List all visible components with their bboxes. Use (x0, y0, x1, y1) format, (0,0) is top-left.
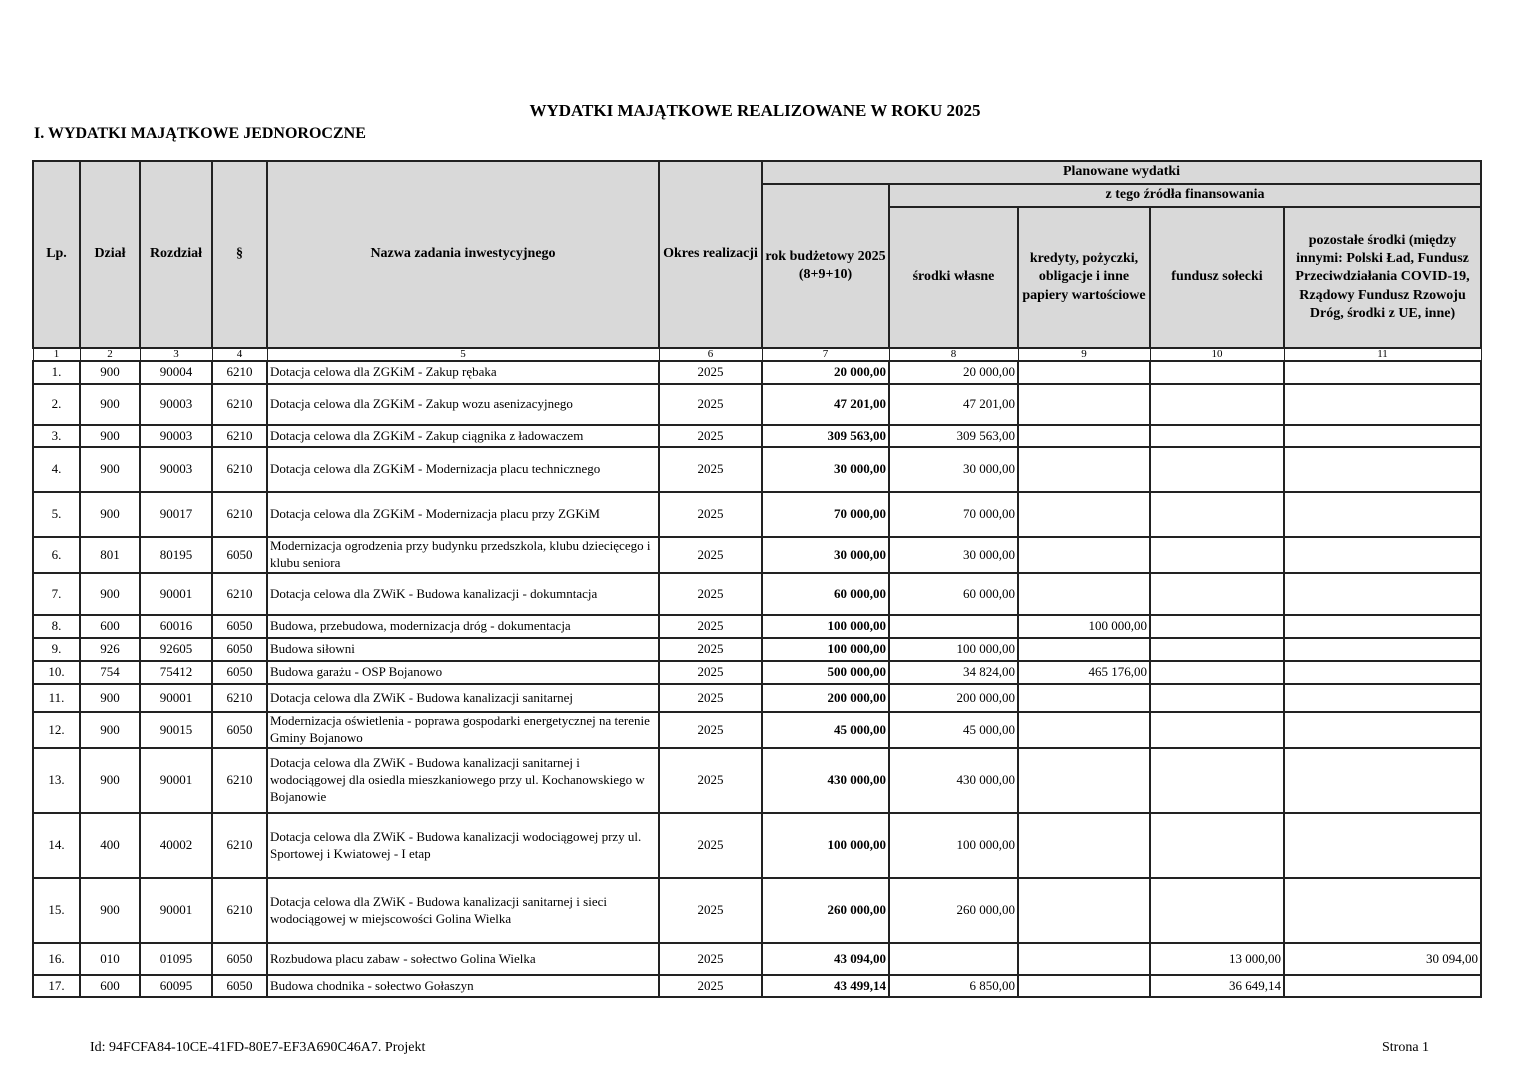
row-rok-budzetowy: 100 000,00 (762, 615, 889, 638)
page-number: Strona 1 (1382, 1040, 1430, 1055)
row-fundusz-solecki: 36 649,14 (1150, 975, 1284, 997)
row-rok-budzetowy: 430 000,00 (762, 748, 889, 813)
row-nazwa: Dotacja celowa dla ZGKiM - Modernizacja placu technicznego (267, 447, 659, 492)
row-rok-budzetowy: 45 000,00 (762, 712, 889, 748)
row-okres: 2025 (659, 975, 762, 997)
section-title: I. WYDATKI MAJĄTKOWE JEDNOROCZNE (34, 125, 366, 142)
row-okres: 2025 (659, 361, 762, 384)
row-dzial: 600 (80, 615, 140, 638)
row-srodki-wlasne (889, 615, 1018, 638)
row-srodki-wlasne: 6 850,00 (889, 975, 1018, 997)
row-dzial: 900 (80, 684, 140, 712)
row-fundusz-solecki (1150, 447, 1284, 492)
row-paragraf: 6210 (212, 813, 267, 878)
row-rok-budzetowy: 100 000,00 (762, 813, 889, 878)
row-rok-budzetowy: 260 000,00 (762, 878, 889, 943)
row-srodki-wlasne: 60 000,00 (889, 573, 1018, 615)
row-srodki-wlasne: 200 000,00 (889, 684, 1018, 712)
row-pozostale (1284, 748, 1481, 813)
row-rozdzial: 90001 (140, 573, 212, 615)
row-srodki-wlasne: 430 000,00 (889, 748, 1018, 813)
row-pozostale (1284, 384, 1481, 425)
row-okres: 2025 (659, 384, 762, 425)
row-lp: 9. (33, 638, 80, 661)
row-nazwa: Dotacja celowa dla ZWiK - Budowa kanalizacji wodociągowej przy ul. Sportowej i Kwiatowej - I etap (267, 813, 659, 878)
row-lp: 10. (33, 661, 80, 684)
row-paragraf: 6210 (212, 878, 267, 943)
header-srodki-wlasne: środki własne (889, 207, 1018, 348)
row-okres: 2025 (659, 447, 762, 492)
row-dzial: 900 (80, 573, 140, 615)
row-lp: 8. (33, 615, 80, 638)
header-rok: rok budżetowy 2025 (8+9+10) (762, 184, 889, 348)
row-pozostale (1284, 638, 1481, 661)
row-paragraf: 6210 (212, 384, 267, 425)
row-kredyty (1018, 684, 1150, 712)
row-dzial: 400 (80, 813, 140, 878)
column-number: 4 (212, 348, 267, 361)
row-nazwa: Budowa siłowni (267, 638, 659, 661)
row-okres: 2025 (659, 492, 762, 537)
row-rozdzial: 80195 (140, 537, 212, 573)
row-paragraf: 6210 (212, 748, 267, 813)
column-number: 9 (1018, 348, 1150, 361)
row-okres: 2025 (659, 573, 762, 615)
row-paragraf: 6050 (212, 712, 267, 748)
row-rozdzial: 40002 (140, 813, 212, 878)
header-fundusz-solecki: fundusz sołecki (1150, 207, 1284, 348)
row-pozostale (1284, 492, 1481, 537)
table-row (33, 943, 1481, 975)
header-rozdzial: Rozdział (140, 161, 212, 348)
header-paragraf: § (212, 161, 267, 348)
row-pozostale (1284, 425, 1481, 447)
header-pozostale: pozostałe środki (między innymi: Polski Ład, Fundusz Przeciwdziałania COVID-19, Rządowy Fundusz Rzowoju Dróg, środki z UE, inne) (1284, 207, 1481, 348)
row-dzial: 900 (80, 361, 140, 384)
row-pozostale (1284, 878, 1481, 943)
row-rok-budzetowy: 30 000,00 (762, 537, 889, 573)
row-pozostale (1284, 537, 1481, 573)
row-pozostale: 30 094,00 (1284, 943, 1481, 975)
row-pozostale (1284, 975, 1481, 997)
row-lp: 6. (33, 537, 80, 573)
row-fundusz-solecki: 13 000,00 (1150, 943, 1284, 975)
row-dzial: 900 (80, 425, 140, 447)
row-rozdzial: 90001 (140, 748, 212, 813)
table-body (33, 361, 1481, 997)
row-srodki-wlasne: 34 824,00 (889, 661, 1018, 684)
row-lp: 5. (33, 492, 80, 537)
row-paragraf: 6210 (212, 447, 267, 492)
row-rok-budzetowy: 70 000,00 (762, 492, 889, 537)
row-kredyty (1018, 712, 1150, 748)
row-lp: 15. (33, 878, 80, 943)
row-kredyty (1018, 878, 1150, 943)
row-fundusz-solecki (1150, 684, 1284, 712)
row-pozostale (1284, 712, 1481, 748)
row-nazwa: Budowa chodnika - sołectwo Gołaszyn (267, 975, 659, 997)
row-nazwa: Rozbudowa placu zabaw - sołectwo Golina Wielka (267, 943, 659, 975)
header-z-tego: z tego źródła finansowania (889, 184, 1481, 207)
row-rozdzial: 60016 (140, 615, 212, 638)
row-dzial: 900 (80, 878, 140, 943)
row-fundusz-solecki (1150, 712, 1284, 748)
row-nazwa: Modernizacja ogrodzenia przy budynku przedszkola, klubu dziecięcego i klubu seniora (267, 537, 659, 573)
column-number-row (33, 348, 1481, 361)
row-rok-budzetowy: 500 000,00 (762, 661, 889, 684)
row-nazwa: Dotacja celowa dla ZGKiM - Zakup wozu asenizacyjnego (267, 384, 659, 425)
row-lp: 1. (33, 361, 80, 384)
table-row (33, 813, 1481, 878)
table-row (33, 975, 1481, 997)
row-srodki-wlasne: 309 563,00 (889, 425, 1018, 447)
row-rozdzial: 01095 (140, 943, 212, 975)
row-dzial: 801 (80, 537, 140, 573)
row-paragraf: 6210 (212, 492, 267, 537)
row-okres: 2025 (659, 712, 762, 748)
row-kredyty (1018, 447, 1150, 492)
header-okres: Okres realizacji (659, 161, 762, 348)
row-rozdzial: 90001 (140, 878, 212, 943)
column-number: 6 (659, 348, 762, 361)
header-dzial: Dział (80, 161, 140, 348)
row-kredyty (1018, 361, 1150, 384)
row-lp: 12. (33, 712, 80, 748)
row-kredyty (1018, 975, 1150, 997)
row-srodki-wlasne (889, 943, 1018, 975)
column-number: 7 (762, 348, 889, 361)
row-rok-budzetowy: 309 563,00 (762, 425, 889, 447)
row-okres: 2025 (659, 684, 762, 712)
row-pozostale (1284, 615, 1481, 638)
row-kredyty (1018, 573, 1150, 615)
row-dzial: 010 (80, 943, 140, 975)
row-lp: 17. (33, 975, 80, 997)
table-row (33, 748, 1481, 813)
row-paragraf: 6210 (212, 425, 267, 447)
row-rok-budzetowy: 30 000,00 (762, 447, 889, 492)
row-paragraf: 6210 (212, 361, 267, 384)
header-planowane: Planowane wydatki (762, 161, 1481, 184)
row-fundusz-solecki (1150, 748, 1284, 813)
row-kredyty (1018, 492, 1150, 537)
row-lp: 16. (33, 943, 80, 975)
row-srodki-wlasne: 45 000,00 (889, 712, 1018, 748)
row-dzial: 900 (80, 712, 140, 748)
table-row (33, 492, 1481, 537)
row-lp: 2. (33, 384, 80, 425)
row-rozdzial: 60095 (140, 975, 212, 997)
row-kredyty (1018, 748, 1150, 813)
row-okres: 2025 (659, 615, 762, 638)
row-paragraf: 6050 (212, 975, 267, 997)
row-dzial: 900 (80, 384, 140, 425)
row-fundusz-solecki (1150, 573, 1284, 615)
row-fundusz-solecki (1150, 638, 1284, 661)
row-paragraf: 6050 (212, 638, 267, 661)
row-rok-budzetowy: 47 201,00 (762, 384, 889, 425)
row-kredyty (1018, 943, 1150, 975)
column-number: 2 (80, 348, 140, 361)
row-paragraf: 6050 (212, 615, 267, 638)
table-row (33, 384, 1481, 425)
row-nazwa: Budowa garażu - OSP Bojanowo (267, 661, 659, 684)
row-lp: 11. (33, 684, 80, 712)
header-kredyty: kredyty, pożyczki, obligacje i inne papiery wartościowe (1018, 207, 1150, 348)
header-lp: Lp. (33, 161, 80, 348)
row-rok-budzetowy: 20 000,00 (762, 361, 889, 384)
row-fundusz-solecki (1150, 492, 1284, 537)
row-kredyty (1018, 384, 1150, 425)
row-rok-budzetowy: 43 499,14 (762, 975, 889, 997)
row-nazwa: Dotacja celowa dla ZWiK - Budowa kanalizacji sanitarnej (267, 684, 659, 712)
row-pozostale (1284, 447, 1481, 492)
table-row (33, 447, 1481, 492)
row-paragraf: 6210 (212, 573, 267, 615)
row-okres: 2025 (659, 661, 762, 684)
row-paragraf: 6210 (212, 684, 267, 712)
table-row (33, 361, 1481, 384)
row-rozdzial: 90001 (140, 684, 212, 712)
row-rozdzial: 90004 (140, 361, 212, 384)
row-lp: 3. (33, 425, 80, 447)
table-row (33, 537, 1481, 573)
row-paragraf: 6050 (212, 661, 267, 684)
row-rozdzial: 75412 (140, 661, 212, 684)
row-srodki-wlasne: 30 000,00 (889, 447, 1018, 492)
row-srodki-wlasne: 100 000,00 (889, 813, 1018, 878)
row-pozostale (1284, 361, 1481, 384)
row-rozdzial: 90015 (140, 712, 212, 748)
row-nazwa: Dotacja celowa dla ZWiK - Budowa kanalizacji sanitarnej i sieci wodociągowej w miejscowości Golina Wielka (267, 878, 659, 943)
table-row (33, 425, 1481, 447)
row-nazwa: Dotacja celowa dla ZWiK - Budowa kanalizacji sanitarnej i wodociągowej dla osiedla mieszkaniowego przy ul. Kochanowskiego w Bojanowie (267, 748, 659, 813)
column-number: 8 (889, 348, 1018, 361)
row-dzial: 900 (80, 492, 140, 537)
row-pozostale (1284, 813, 1481, 878)
row-fundusz-solecki (1150, 878, 1284, 943)
row-okres: 2025 (659, 943, 762, 975)
row-rozdzial: 90017 (140, 492, 212, 537)
row-srodki-wlasne: 47 201,00 (889, 384, 1018, 425)
row-dzial: 926 (80, 638, 140, 661)
row-rozdzial: 90003 (140, 384, 212, 425)
row-fundusz-solecki (1150, 615, 1284, 638)
row-dzial: 900 (80, 447, 140, 492)
row-srodki-wlasne: 100 000,00 (889, 638, 1018, 661)
column-number: 11 (1284, 348, 1481, 361)
row-okres: 2025 (659, 748, 762, 813)
row-fundusz-solecki (1150, 661, 1284, 684)
row-pozostale (1284, 573, 1481, 615)
row-pozostale (1284, 684, 1481, 712)
table-row (33, 615, 1481, 638)
row-paragraf: 6050 (212, 943, 267, 975)
row-kredyty (1018, 813, 1150, 878)
row-rok-budzetowy: 100 000,00 (762, 638, 889, 661)
row-lp: 13. (33, 748, 80, 813)
row-srodki-wlasne: 30 000,00 (889, 537, 1018, 573)
row-rozdzial: 90003 (140, 447, 212, 492)
row-lp: 14. (33, 813, 80, 878)
table-row (33, 661, 1481, 684)
row-lp: 4. (33, 447, 80, 492)
row-okres: 2025 (659, 638, 762, 661)
table-row (33, 684, 1481, 712)
row-rozdzial: 92605 (140, 638, 212, 661)
row-kredyty (1018, 638, 1150, 661)
row-pozostale (1284, 661, 1481, 684)
row-fundusz-solecki (1150, 537, 1284, 573)
row-okres: 2025 (659, 813, 762, 878)
row-fundusz-solecki (1150, 361, 1284, 384)
row-kredyty (1018, 425, 1150, 447)
table-row (33, 878, 1481, 943)
row-nazwa: Budowa, przebudowa, modernizacja dróg - dokumentacja (267, 615, 659, 638)
row-nazwa: Dotacja celowa dla ZGKiM - Zakup ciągnika z ładowaczem (267, 425, 659, 447)
row-nazwa: Dotacja celowa dla ZGKiM - Modernizacja placu przy ZGKiM (267, 492, 659, 537)
header-nazwa: Nazwa zadania inwestycyjnego (267, 161, 659, 348)
row-srodki-wlasne: 70 000,00 (889, 492, 1018, 537)
row-nazwa: Dotacja celowa dla ZWiK - Budowa kanalizacji - dokumntacja (267, 573, 659, 615)
row-nazwa: Modernizacja oświetlenia - poprawa gospodarki energetycznej na terenie Gminy Bojanowo (267, 712, 659, 748)
table-row (33, 573, 1481, 615)
row-okres: 2025 (659, 878, 762, 943)
row-rok-budzetowy: 60 000,00 (762, 573, 889, 615)
row-dzial: 900 (80, 748, 140, 813)
column-number: 1 (33, 348, 80, 361)
row-kredyty (1018, 537, 1150, 573)
row-rok-budzetowy: 43 094,00 (762, 943, 889, 975)
row-dzial: 754 (80, 661, 140, 684)
expenditure-table (32, 160, 1482, 998)
row-kredyty: 100 000,00 (1018, 615, 1150, 638)
row-kredyty: 465 176,00 (1018, 661, 1150, 684)
row-rozdzial: 90003 (140, 425, 212, 447)
row-nazwa: Dotacja celowa dla ZGKiM - Zakup rębaka (267, 361, 659, 384)
row-srodki-wlasne: 260 000,00 (889, 878, 1018, 943)
table-row (33, 638, 1481, 661)
row-lp: 7. (33, 573, 80, 615)
document-id: Id: 94FCFA84-10CE-41FD-80E7-EF3A690C46A7. Projekt (90, 1040, 426, 1055)
row-paragraf: 6050 (212, 537, 267, 573)
row-fundusz-solecki (1150, 425, 1284, 447)
row-fundusz-solecki (1150, 384, 1284, 425)
table-row (33, 712, 1481, 748)
row-srodki-wlasne: 20 000,00 (889, 361, 1018, 384)
column-number: 10 (1150, 348, 1284, 361)
row-rok-budzetowy: 200 000,00 (762, 684, 889, 712)
column-number: 3 (140, 348, 212, 361)
row-fundusz-solecki (1150, 813, 1284, 878)
column-number: 5 (267, 348, 659, 361)
row-dzial: 600 (80, 975, 140, 997)
row-okres: 2025 (659, 425, 762, 447)
row-okres: 2025 (659, 537, 762, 573)
document-title: WYDATKI MAJĄTKOWE REALIZOWANE W ROKU 2025 (529, 101, 981, 120)
